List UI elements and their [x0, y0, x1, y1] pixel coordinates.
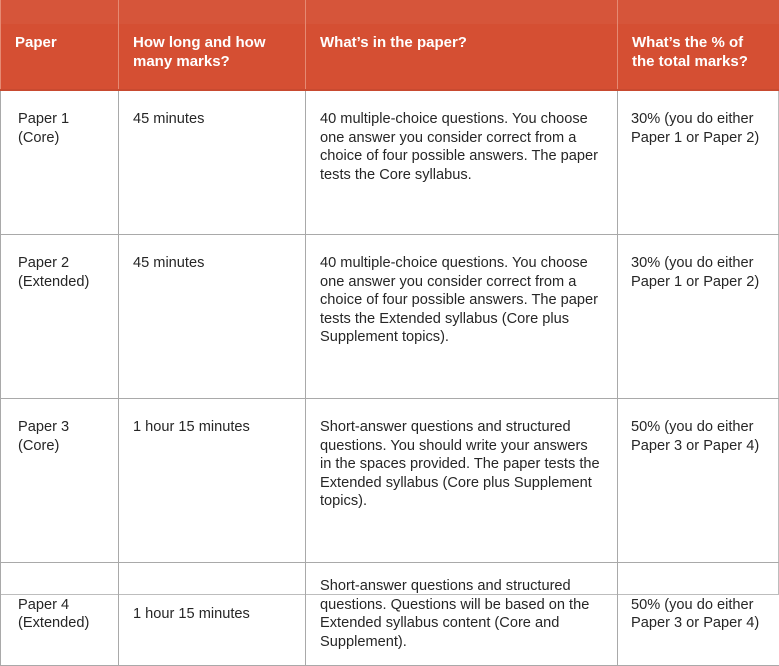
- table-row: [1, 399, 779, 563]
- header-band-cell: [119, 0, 306, 24]
- table-row: [1, 563, 779, 666]
- header-band-cell: [1, 0, 119, 24]
- duration-cell: 45 minutes: [119, 235, 306, 399]
- header-band-cell: [618, 0, 779, 24]
- percentage-cell: 50% (you do either Paper 3 or Paper 4): [618, 563, 779, 666]
- table-header: [1, 0, 779, 90]
- header-duration: How long and how many marks?: [119, 24, 306, 90]
- table-row: [1, 90, 779, 235]
- percentage-cell: 50% (you do either Paper 3 or Paper 4): [618, 399, 779, 563]
- table-row: [1, 235, 779, 399]
- content-cell: Short-answer questions and structured questions. You should write your answers in the spaces provided. The paper tests the Extended syllabus (Core plus Supplement topics).: [306, 399, 618, 563]
- header-top-band: [1, 0, 779, 24]
- paper-cell: Paper 3 (Core): [1, 399, 119, 563]
- header-content: What’s in the paper?: [306, 24, 618, 90]
- percentage-cell: 30% (you do either Paper 1 or Paper 2): [618, 90, 779, 235]
- table-body: [1, 90, 779, 666]
- header-paper: Paper: [1, 24, 119, 90]
- content-cell: Short-answer questions and structured questions. Questions will be based on the Extended syllabus content (Core and Supplement).: [306, 563, 618, 666]
- header-band-cell: [306, 0, 618, 24]
- content-cell: 40 multiple-choice questions. You choose one answer you consider correct from a choice of four possible answers. The paper tests the Extended syllabus (Core plus Supplement topics).: [306, 235, 618, 399]
- duration-cell: 1 hour 15 minutes: [119, 399, 306, 563]
- header-percentage: What’s the % of the total marks?: [618, 24, 779, 90]
- duration-cell: 1 hour 15 minutes: [119, 563, 306, 666]
- duration-cell: 45 minutes: [119, 90, 306, 235]
- percentage-cell: 30% (you do either Paper 1 or Paper 2): [618, 235, 779, 399]
- content-cell: 40 multiple-choice questions. You choose one answer you consider correct from a choice of four possible answers. The paper tests the Core syllabus.: [306, 90, 618, 235]
- header-row: [1, 24, 779, 90]
- paper-cell: Paper 2 (Extended): [1, 235, 119, 399]
- paper-cell: Paper 1 (Core): [1, 90, 119, 235]
- paper-cell: Paper 4 (Extended): [1, 563, 119, 666]
